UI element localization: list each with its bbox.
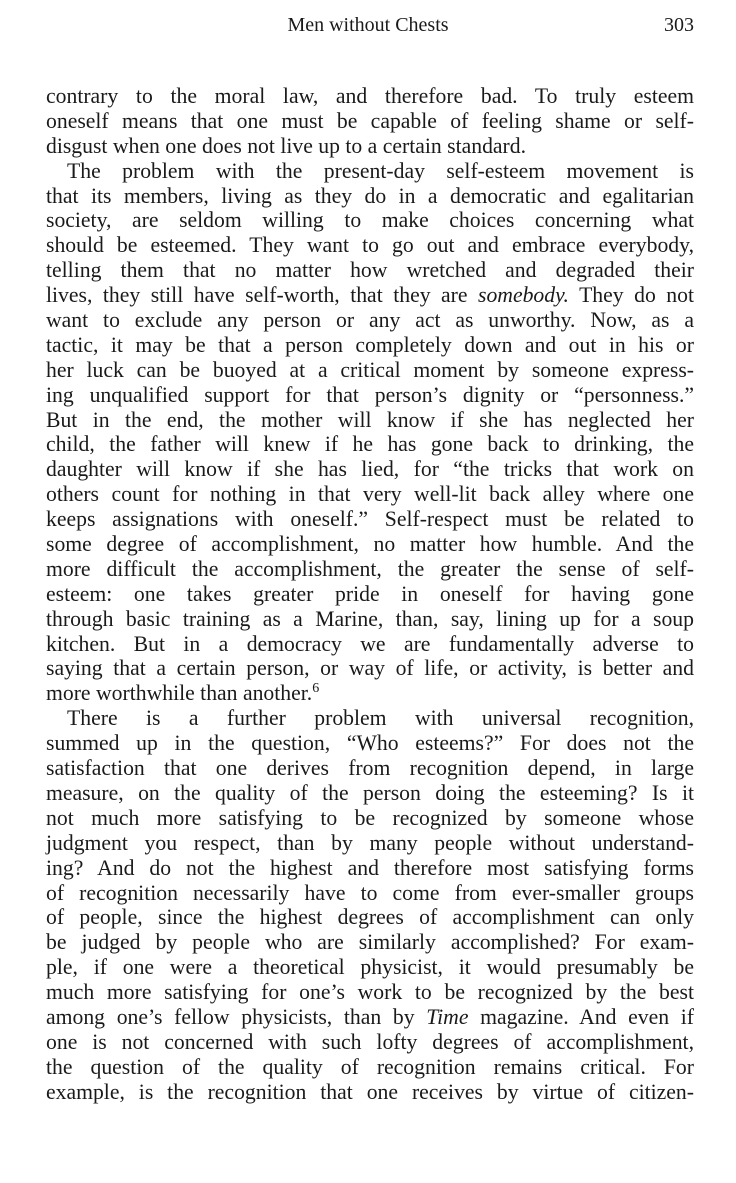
text-line: ing unqualified support for that person’s dignity or “personness.” [46,382,694,407]
footnote-marker: 6 [312,681,320,697]
text-line: contrary to the moral law, and therefore bad. To truly esteem [46,84,694,108]
text-line: want to exclude any person or any act as unworthy. Now, as a [46,308,694,333]
text-line: ing? And do not the highest and therefore most satisfying forms [46,855,694,880]
text-line: society, are seldom willing to make choices concerning what [46,208,694,233]
text-line: The problem with the present-day self-esteem movement is [67,158,694,183]
text-line: esteem: one takes greater pride in oneself for having gone [46,581,694,606]
text-line: be judged by people who are similarly accomplished? For exam- [46,930,694,955]
text-line: ple, if one were a theoretical physicist, it would presumably be [46,955,694,980]
page-number: 303 [664,14,694,36]
text-line-with-italic [46,283,694,308]
text-line: saying that a certain person, or way of life, or activity, is better and [46,656,694,681]
text-segment: among one’s fellow physicists, than by [46,1004,427,1029]
text-segment: lives, they still have self-worth, that they are [46,283,478,308]
running-title: Men without Chests [287,14,449,36]
text-segment: magazine. And even if [468,1004,694,1029]
text-line: others count for nothing in that very well-lit back alley where one [46,482,694,507]
text-line: tactic, it may be that a person completely down and out in his or [46,332,694,357]
text-line: the question of the quality of recognition remains critical. For [46,1054,694,1079]
text-line: more difficult the accomplishment, the greater the sense of self- [46,556,694,581]
text-line: one is not concerned with such lofty degrees of accomplishment, [46,1029,694,1054]
text-segment: They do not [568,283,694,308]
page-header [0,12,736,42]
text-line: But in the end, the mother will know if she has neglected her [46,407,694,432]
text-line: not much more satisfying to be recognized by someone whose [46,805,694,830]
text-line: telling them that no matter how wretched and degraded their [46,258,694,283]
text-line: that its members, living as they do in a democratic and egalitarian [46,183,694,208]
text-line: kitchen. But in a democracy we are fundamentally adverse to [46,631,694,656]
text-line: much more satisfying for one’s work to be recognized by the best [46,980,694,1005]
page-body [46,84,694,1105]
text-line: satisfaction that one derives from recognition depend, in large [46,756,694,781]
text-line: of recognition necessarily have to come from ever-smaller groups [46,880,694,905]
italic-word: Time [426,1004,469,1029]
text-line: example, is the recognition that one receives by virtue of citizen- [46,1079,694,1104]
text-line-with-italic [46,1005,694,1030]
paragraph-2 [46,159,694,707]
text-line: keeps assignations with oneself.” Self-respect must be related to [46,507,694,532]
text-line: of people, since the highest degrees of accomplishment can only [46,905,694,930]
text-line: through basic training as a Marine, than, say, lining up for a soup [46,606,694,631]
text-line: some degree of accomplishment, no matter how humble. And the [46,532,694,557]
text-line: should be esteemed. They want to go out and embrace everybody, [46,233,694,258]
text-line-with-footnote [46,681,694,706]
text-line: measure, on the quality of the person doing the esteeming? Is it [46,780,694,805]
text-line: her luck can be buoyed at a critical moment by someone express- [46,357,694,382]
paragraph-3 [46,706,694,1104]
paragraph-1 [46,84,694,159]
italic-word: somebody. [478,283,569,308]
text-segment: more worthwhile than another. [46,681,313,706]
text-line: There is a further problem with universal recognition, [67,706,694,731]
text-line: disgust when one does not live up to a certain standard. [46,133,527,158]
text-line: summed up in the question, “Who esteems?” For does not the [46,731,694,756]
text-line: daughter will know if she has lied, for “the tricks that work on [46,457,694,482]
text-line: child, the father will knew if he has gone back to drinking, the [46,432,694,457]
text-line: oneself means that one must be capable of feeling shame or self- [46,108,694,133]
text-line: judgment you respect, than by many people without understand- [46,830,694,855]
